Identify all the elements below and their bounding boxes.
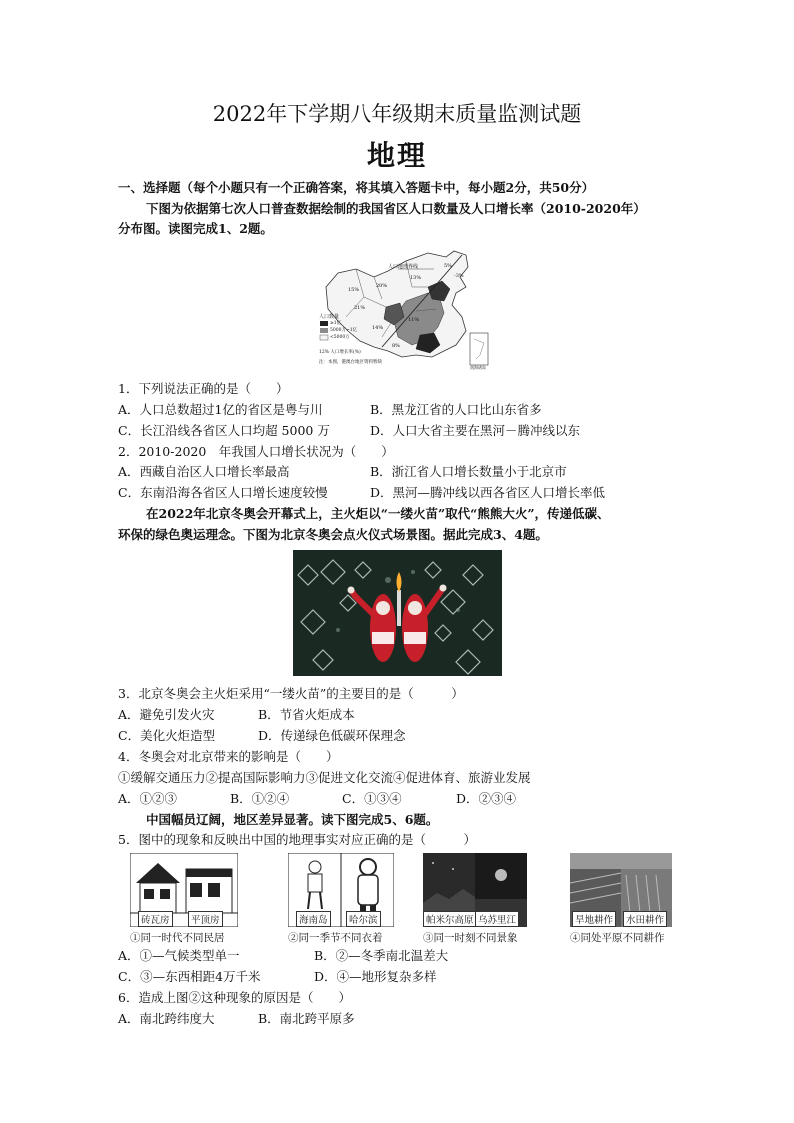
map-pct: 20% [376,283,388,289]
map-legend-item-3: <5000万 [330,335,350,340]
q6-option-a: A．南北跨纬度大 [118,1011,215,1026]
q4-option-c: C．①③④ [342,791,402,806]
q2-option-a: A．西藏自治区人口增长率最高 [118,464,290,479]
map-pct: 5% [444,263,452,269]
torch-lighting-photo [293,550,502,676]
q4-option-d: D．②③④ [456,791,517,806]
map-inset-label: 南海诸岛 [470,365,486,370]
q4-option-b: B．①②④ [230,791,290,806]
map-pct: 11% [408,317,420,323]
map-pct: -3% [454,273,464,279]
olympic-intro-line1: 在2022年北京冬奥会开幕式上，主火炬以“一缕火苗”取代“熊熊大火”，传递低碳、 [146,506,610,521]
q4-stem: 4．冬奥会对北京带来的影响是（ ） [118,749,339,764]
pic1-caption: ①同一时代不同民居 [130,932,225,944]
q3-stem: 3．北京冬奥会主火炬采用“一缕火苗”的主要目的是（ ） [118,686,464,701]
exam-title: 2022年下学期八年级期末质量监测试题 [212,102,582,126]
map-legend-item-1: ≥1亿 [330,321,342,326]
pic4-caption: ④同处平原不同耕作 [570,932,665,944]
pic3-label-left: 帕米尔高原 [423,911,477,927]
population-map [316,247,492,371]
picture-scenes [423,853,527,927]
q6-stem: 6．造成上图②这种现象的原因是（ ） [118,990,351,1005]
q5-option-a: A．①—气候类型单一 [118,948,240,963]
map-pct: 13% [410,275,422,281]
q2-option-c: C．东南沿海各省区人口增长速度较慢 [118,485,328,500]
section-heading: 一、选择题（每个小题只有一个正确答案，将其填入答题卡中，每小题2分，共50分） [118,180,595,195]
pic2-caption: ②同一季节不同衣着 [288,932,383,944]
q3-option-c: C．美化火炬造型 [118,728,216,743]
pic4-label-left: 旱地耕作 [572,911,616,927]
map-line-label: 人口地理界线 [388,264,419,270]
q3-option-b: B．节省火炬成本 [258,707,355,722]
china-intro: 中国幅员辽阔，地区差异显著。读下图完成5、6题。 [146,812,439,827]
pic3-label-right: 乌苏里江 [475,911,519,927]
q1-option-b: B．黑龙江省的人口比山东省多 [370,402,542,417]
map-pct: 15% [348,287,360,293]
map-legend-title: 人口数量 [319,314,340,320]
q4-items: ①缓解交通压力②提高国际影响力③促进文化交流④促进体育、旅游业发展 [118,770,531,785]
map-intro-line1: 下图为依据第七次人口普查数据绘制的我国省区人口数量及人口增长率（2010-2020年） [146,201,646,216]
map-note: 注：本图，港澳台地区资料暂缺 [319,360,382,365]
q3-option-d: D．传递绿色低碳环保理念 [258,728,406,743]
map-legend-note: 12% 人口增长率(%) [319,350,361,355]
q5-option-b: B．②—冬季南北温差大 [314,948,449,963]
olympic-intro-line2: 环保的绿色奥运理念。下图为北京冬奥会点火仪式场景图。据此完成3、4题。 [118,527,548,542]
q5-option-d: D．④—地形复杂多样 [314,969,437,984]
q2-option-b: B．浙江省人口增长数量小于北京市 [370,464,567,479]
q5-option-c: C．③—东西相距4万千米 [118,969,261,984]
pic3-caption: ③同一时刻不同景象 [423,932,518,944]
q2-stem: 2．2010-2020 年我国人口增长状况为（ ） [118,444,394,459]
picture-farming [570,853,672,927]
map-pct: 21% [354,305,366,311]
map-intro-line2: 分布图。读图完成1、2题。 [118,221,273,236]
map-legend-item-2: 5000万~1亿 [330,328,358,333]
q1-option-d: D．人口大省主要在黑河－腾冲线以东 [370,423,581,438]
map-pct: 14% [372,325,384,331]
q4-option-a: A．①②③ [118,791,178,806]
picture-clothing [288,853,394,927]
q1-stem: 1．下列说法正确的是（ ） [118,381,289,396]
pic4-label-right: 水田耕作 [623,911,667,927]
pic1-label-right: 平顶房 [188,911,223,927]
pic1-label-left: 砖瓦房 [138,911,173,927]
pic2-label-left: 海南岛 [296,911,331,927]
q5-stem: 5．图中的现象和反映出中国的地理事实对应正确的是（ ） [118,832,476,847]
picture-dwellings [130,853,238,927]
subject-title: 地理 [366,139,427,172]
q1-option-c: C．长江沿线各省区人口均超 5000 万 [118,423,330,438]
pic2-label-right: 哈尔滨 [346,911,381,927]
map-pct: 8% [392,343,400,349]
q2-option-d: D．黑河—腾冲线以西各省区人口增长率低 [370,485,606,500]
q3-option-a: A．避免引发火灾 [118,707,215,722]
q6-option-b: B．南北跨平原多 [258,1011,355,1026]
q1-option-a: A．人口总数超过1亿的省区是粤与川 [118,402,323,417]
